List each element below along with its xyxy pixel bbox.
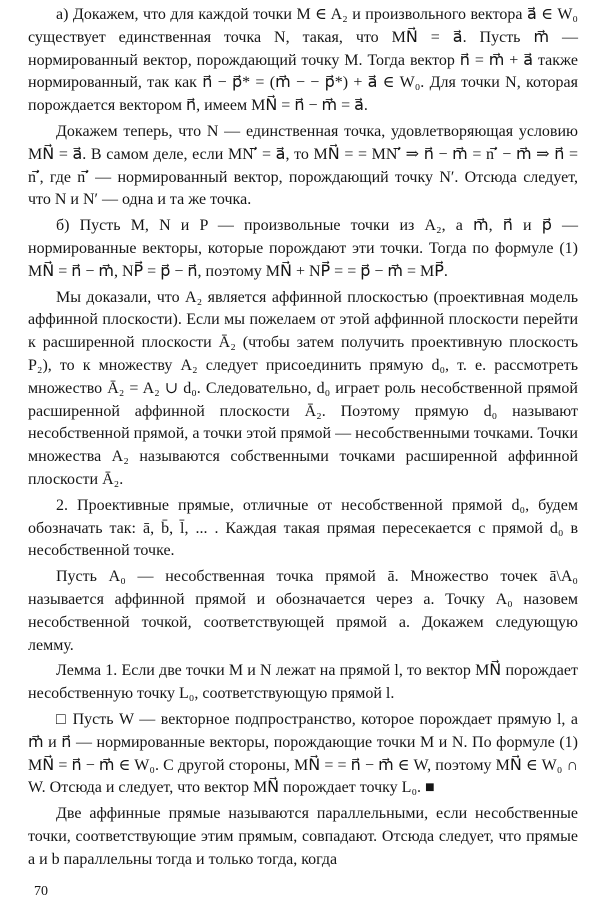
page-number: 70	[34, 884, 48, 899]
paragraph-uniqueness: Докажем теперь, что N — единственная точка, удовлетворяющая условию MN⃗ = a⃗. В самом деле, если MN′⃗ = a⃗, то MN⃗ = = MN′⃗ ⇒ n⃗ − m⃗ = n′⃗ − m⃗ ⇒ n⃗ = n′⃗, где n′⃗ — нормированный вектор, порождающий точку N′. Отсюда следует, что N и N′ — одна и та же точка.	[28, 122, 579, 209]
paragraph-affine-line: Пусть A₀ — несобственная точка прямой ā. Множество точек ā\A₀ называется аффинной прямой и обозначается через a. Точку A₀ назовем несобственной точкой, соответствующей прямой a. Докажем следующую лемму.	[28, 568, 578, 654]
lemma-1-proof: □ Пусть W — векторное подпространство, которое порождает прямую l, а m⃗ и n⃗ — нормированные векторы, порождающие точки M и N. По формуле (1) MN⃗ = n⃗ − m⃗ ∈ W₀. С другой стороны, MN⃗ = = n⃗ − m⃗ ∈ W, поэтому MN⃗ ∈ W₀ ∩ W. Отсюда и следует, что вектор MN⃗ порождает точку L₀. ■	[28, 710, 578, 797]
paragraph-affine-plane: Мы доказали, что A₂ является аффинной плоскостью (проективная модель аффинной плоскости). Если мы пожелаем от этой аффинной плоскости перейти к расширенной плоскости Ā₂ (чтобы затем получить проективную плоскость P₂), то к множеству A₂ следует присоединить прямую d₀, т. е. рассмотреть множество Ā₂ = A₂ ∪ d₀. Следовательно, d₀ играет роль несобственной прямой расширенной аффинной плоскости Ā₂. Поэтому прямую d₀ называют несобственной прямой, а точки этой прямой — несобственными точками. Точки множества A₂ называются собственными точками расширенной аффинной плоскости Ā₂.	[28, 288, 578, 488]
lemma-1: Лемма 1. Если две точки M и N лежат на прямой l, то вектор MN⃗ порождает несобственную точку L₀, соответствующую прямой l.	[28, 662, 578, 703]
paragraph-parallel-lines: Две аффинные прямые называются параллельными, если несобственные точки, соответствующие этим прямым, совпадают. Отсюда следует, что прямые a и b параллельны тогда и только тогда, когда	[28, 805, 578, 868]
paragraph-projective-lines: 2. Проективные прямые, отличные от несобственной прямой d₀, будем обозначать так: ā, b̄, l̄, ... . Каждая такая прямая пересекается с прямой d₀ в несобственной точке.	[28, 496, 578, 560]
page-text	[28, 4, 578, 874]
paragraph-b-triangle: б) Пусть M, N и P — произвольные точки из A₂, а m⃗, n⃗ и p⃗ — нормированные векторы, которые порождают эти точки. Тогда по формуле (1) MN⃗ = n⃗ − m⃗, NP⃗ = p⃗ − n⃗, поэтому MN⃗ + NP⃗ = = p⃗ − m⃗ = MP⃗.	[28, 217, 578, 280]
paragraph-a-existence: а) Докажем, что для каждой точки M ∈ A₂ и произвольного вектора a⃗ ∈ W₀ существует единственная точка N, такая, что MN⃗ = a⃗. Пусть m⃗ — нормированный вектор, порождающий точку M. Тогда вектор n⃗ = m⃗ + a⃗ также нормированный, так как n⃗ − p⃗* = (m⃗ − − p⃗*) + a⃗ ∈ W₀. Для точки N, которая порождается вектором n⃗, имеем MN⃗ = n⃗ − m⃗ = a⃗.	[28, 6, 579, 115]
